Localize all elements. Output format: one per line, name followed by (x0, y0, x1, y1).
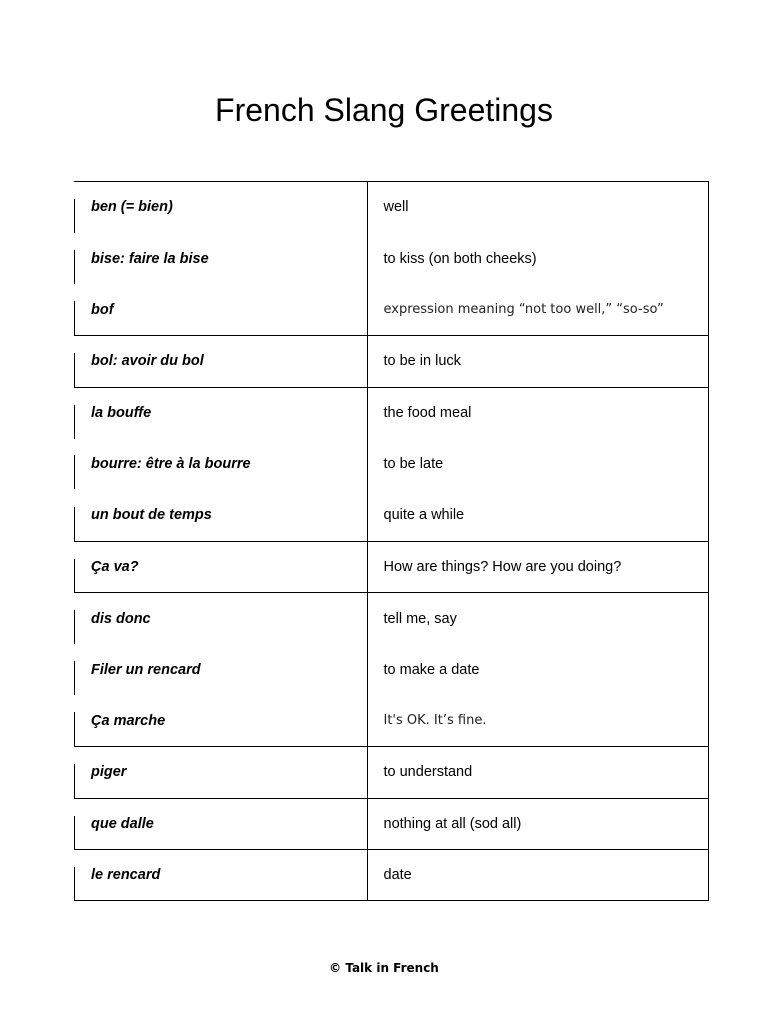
table-row (74, 747, 708, 798)
table-row (74, 541, 708, 592)
table-row (74, 284, 708, 335)
table-row (74, 644, 708, 695)
table-group (74, 747, 708, 798)
table-row (74, 387, 708, 438)
term-meaning: to understand (367, 747, 708, 798)
page-title: French Slang Greetings (215, 92, 553, 128)
slang-term: dis donc (74, 593, 367, 644)
table-group (74, 798, 708, 849)
slang-term: la bouffe (74, 387, 367, 438)
table-row (74, 850, 708, 901)
table-group (74, 593, 708, 747)
slang-term: piger (74, 747, 367, 798)
term-meaning: It's OK. It’s fine. (367, 695, 708, 746)
term-meaning: quite a while (367, 490, 708, 541)
table-row (74, 233, 708, 284)
slang-term: Filer un rencard (74, 644, 367, 695)
slang-term: bof (74, 284, 367, 335)
table-row (74, 336, 708, 387)
slang-term: le rencard (74, 850, 367, 901)
term-meaning: well (367, 182, 708, 233)
term-meaning: to make a date (367, 644, 708, 695)
slang-term: que dalle (74, 798, 367, 849)
term-meaning: expression meaning “not too well,” “so-so” (367, 284, 708, 335)
vocabulary-table (74, 181, 709, 901)
term-meaning: nothing at all (sod all) (367, 798, 708, 849)
table-row (74, 490, 708, 541)
slang-term: bise: faire la bise (74, 233, 367, 284)
table-group (74, 182, 708, 336)
term-meaning: tell me, say (367, 593, 708, 644)
term-meaning: date (367, 850, 708, 901)
slang-term: bol: avoir du bol (74, 336, 367, 387)
slang-term: Ça marche (74, 695, 367, 746)
term-meaning: How are things? How are you doing? (367, 541, 708, 592)
table-row (74, 182, 708, 233)
copyright-footer: © Talk in French (329, 961, 439, 975)
slang-term: Ça va? (74, 541, 367, 592)
table-group (74, 850, 708, 901)
slang-term: ben (= bien) (74, 182, 367, 233)
term-meaning: to be late (367, 438, 708, 489)
term-meaning: to kiss (on both cheeks) (367, 233, 708, 284)
term-meaning: to be in luck (367, 336, 708, 387)
term-meaning: the food meal (367, 387, 708, 438)
table-row (74, 593, 708, 644)
table-row (74, 438, 708, 489)
table-row (74, 695, 708, 746)
table-row (74, 798, 708, 849)
table-group (74, 336, 708, 387)
slang-term: un bout de temps (74, 490, 367, 541)
table-group (74, 387, 708, 541)
slang-term: bourre: être à la bourre (74, 438, 367, 489)
table-group (74, 541, 708, 592)
